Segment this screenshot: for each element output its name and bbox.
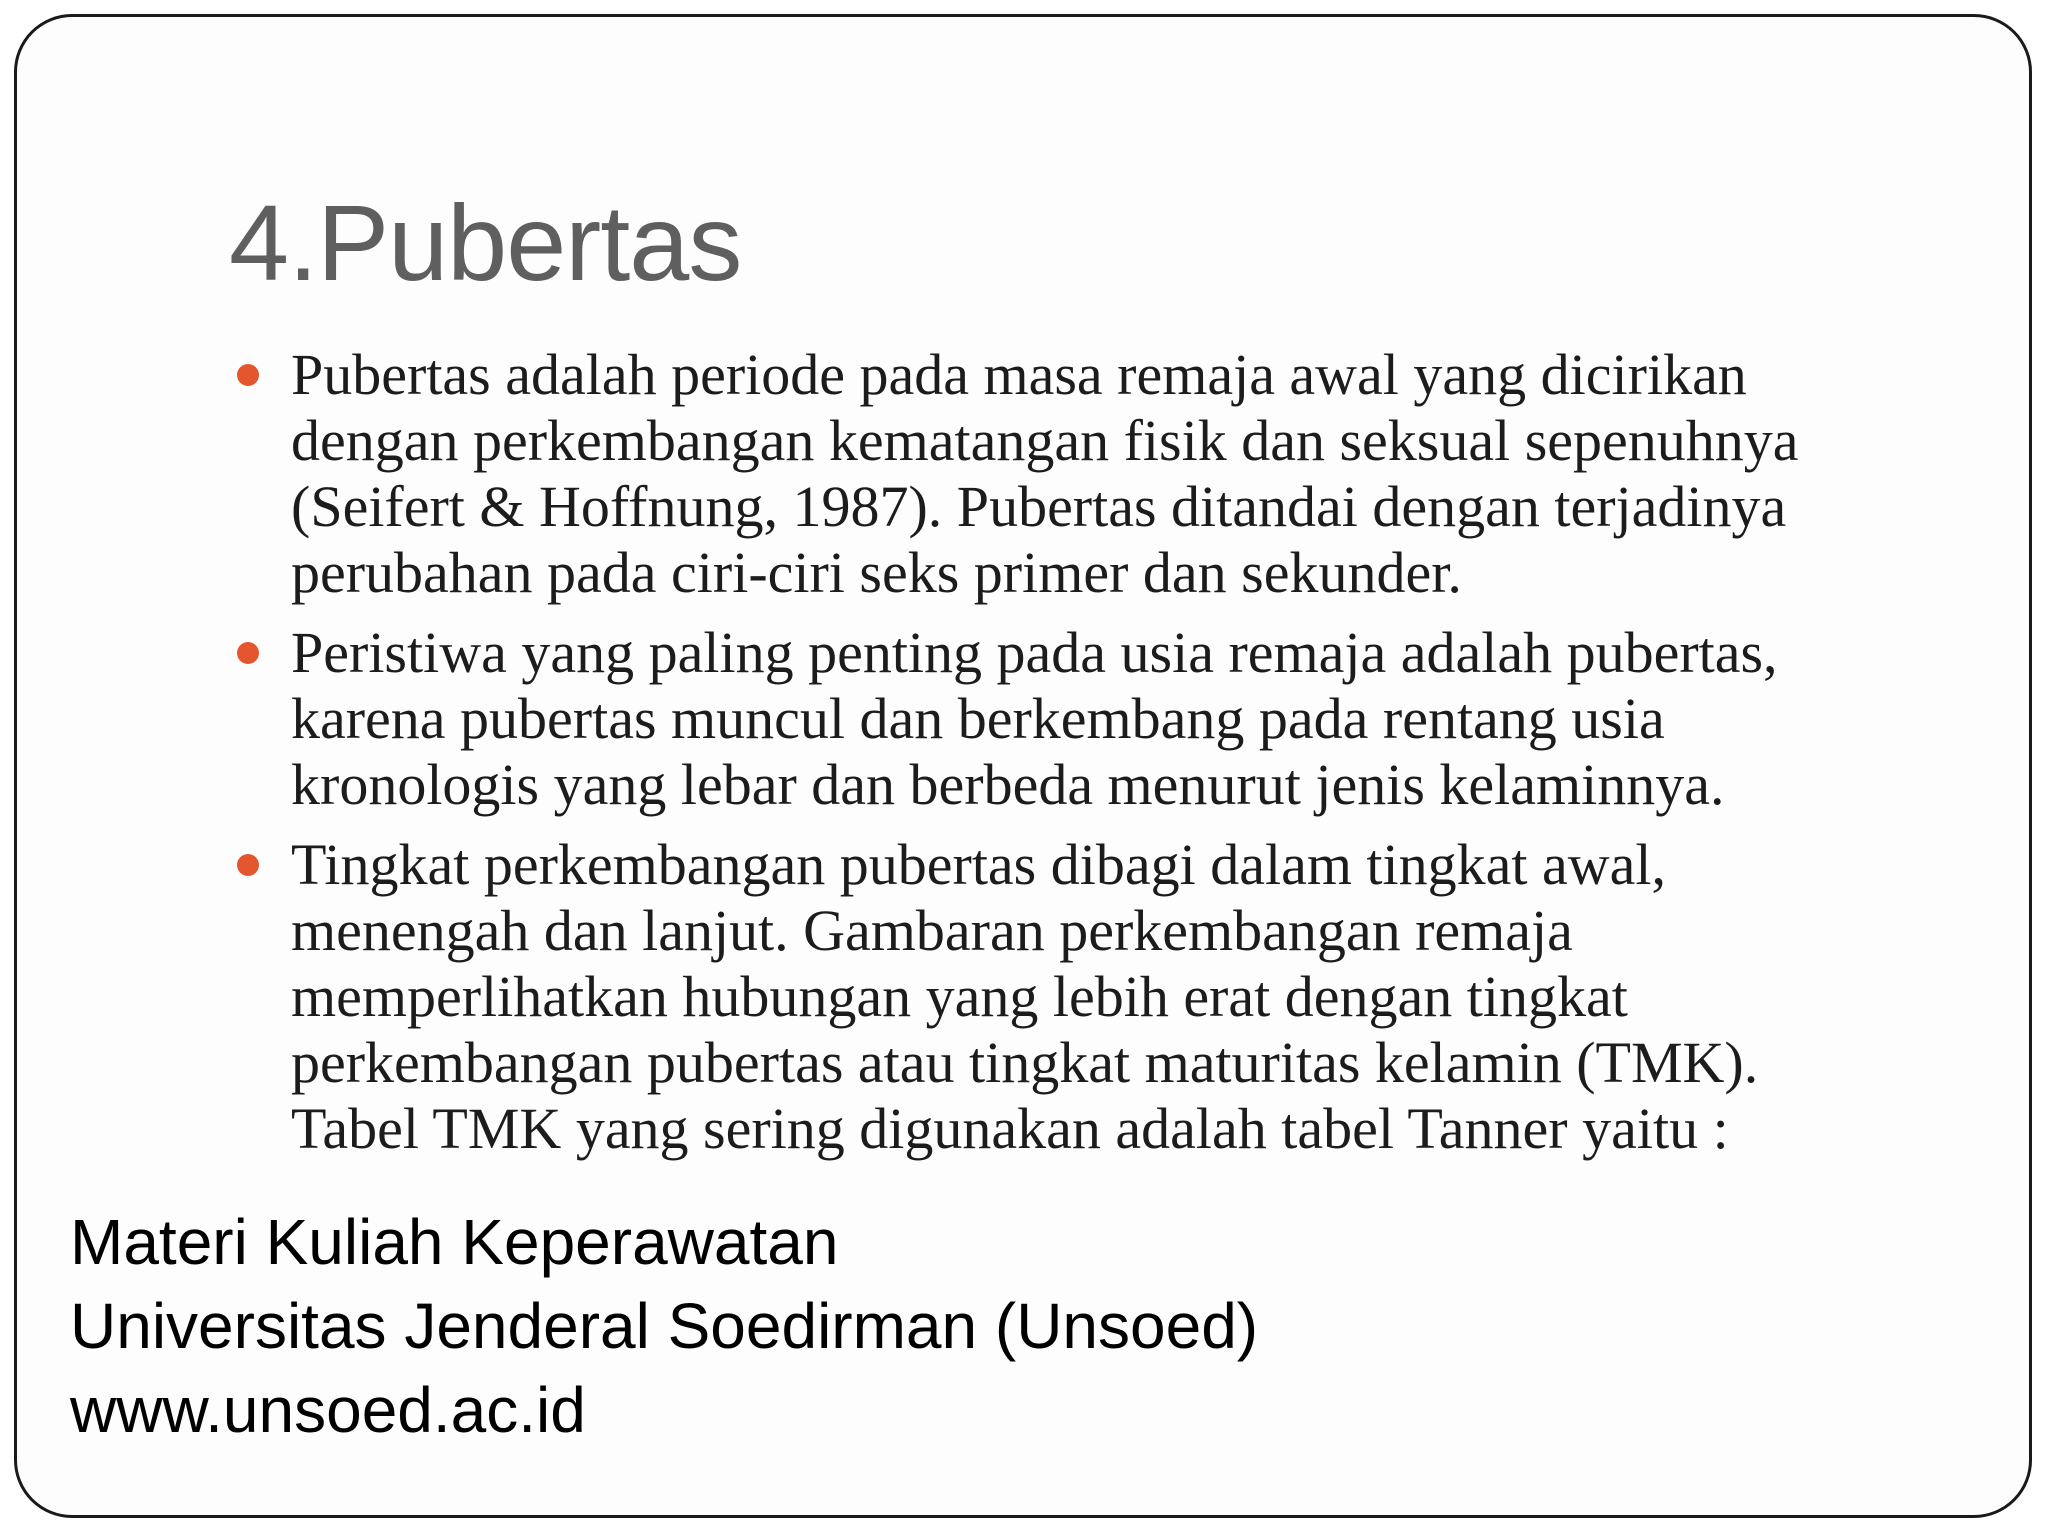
- bullet-dot-icon: [237, 364, 259, 386]
- footer-caption: [70, 1200, 1258, 1452]
- footer-course-line: Materi Kuliah Keperawatan: [70, 1206, 839, 1278]
- bullet-dot-icon: [237, 642, 259, 664]
- bullet-text: Tingkat perkembangan pubertas dibagi dalam tingkat awal, menengah dan lanjut. Gambaran perkembangan remaja memperlihatkan hubungan yang lebih erat dengan tingkat perkembangan pubertas atau tingkat maturitas kelamin (TMK). Tabel TMK yang sering digunakan adalah tabel Tanner yaitu :: [291, 832, 1759, 1161]
- bullet-item: [229, 620, 1899, 818]
- bullet-list: [229, 342, 1899, 1176]
- slide-title: 4.Pubertas: [229, 182, 742, 303]
- bullet-item: [229, 832, 1899, 1162]
- bullet-text: Pubertas adalah periode pada masa remaja awal yang dicirikan dengan perkembangan kematangan fisik dan seksual sepenuhnya (Seifert & Hoffnung, 1987). Pubertas ditandai dengan terjadinya perubahan pada ciri-ciri seks primer dan sekunder.: [291, 342, 1799, 605]
- footer-website-line: www.unsoed.ac.id: [70, 1374, 586, 1446]
- bullet-dot-icon: [237, 854, 259, 876]
- footer-university-line: Universitas Jenderal Soedirman (Unsoed): [70, 1290, 1259, 1362]
- bullet-text: Peristiwa yang paling penting pada usia remaja adalah pubertas, karena pubertas muncul dan berkembang pada rentang usia kronologis yang lebar dan berbeda menurut jenis kelaminnya.: [291, 620, 1778, 817]
- bullet-item: [229, 342, 1899, 606]
